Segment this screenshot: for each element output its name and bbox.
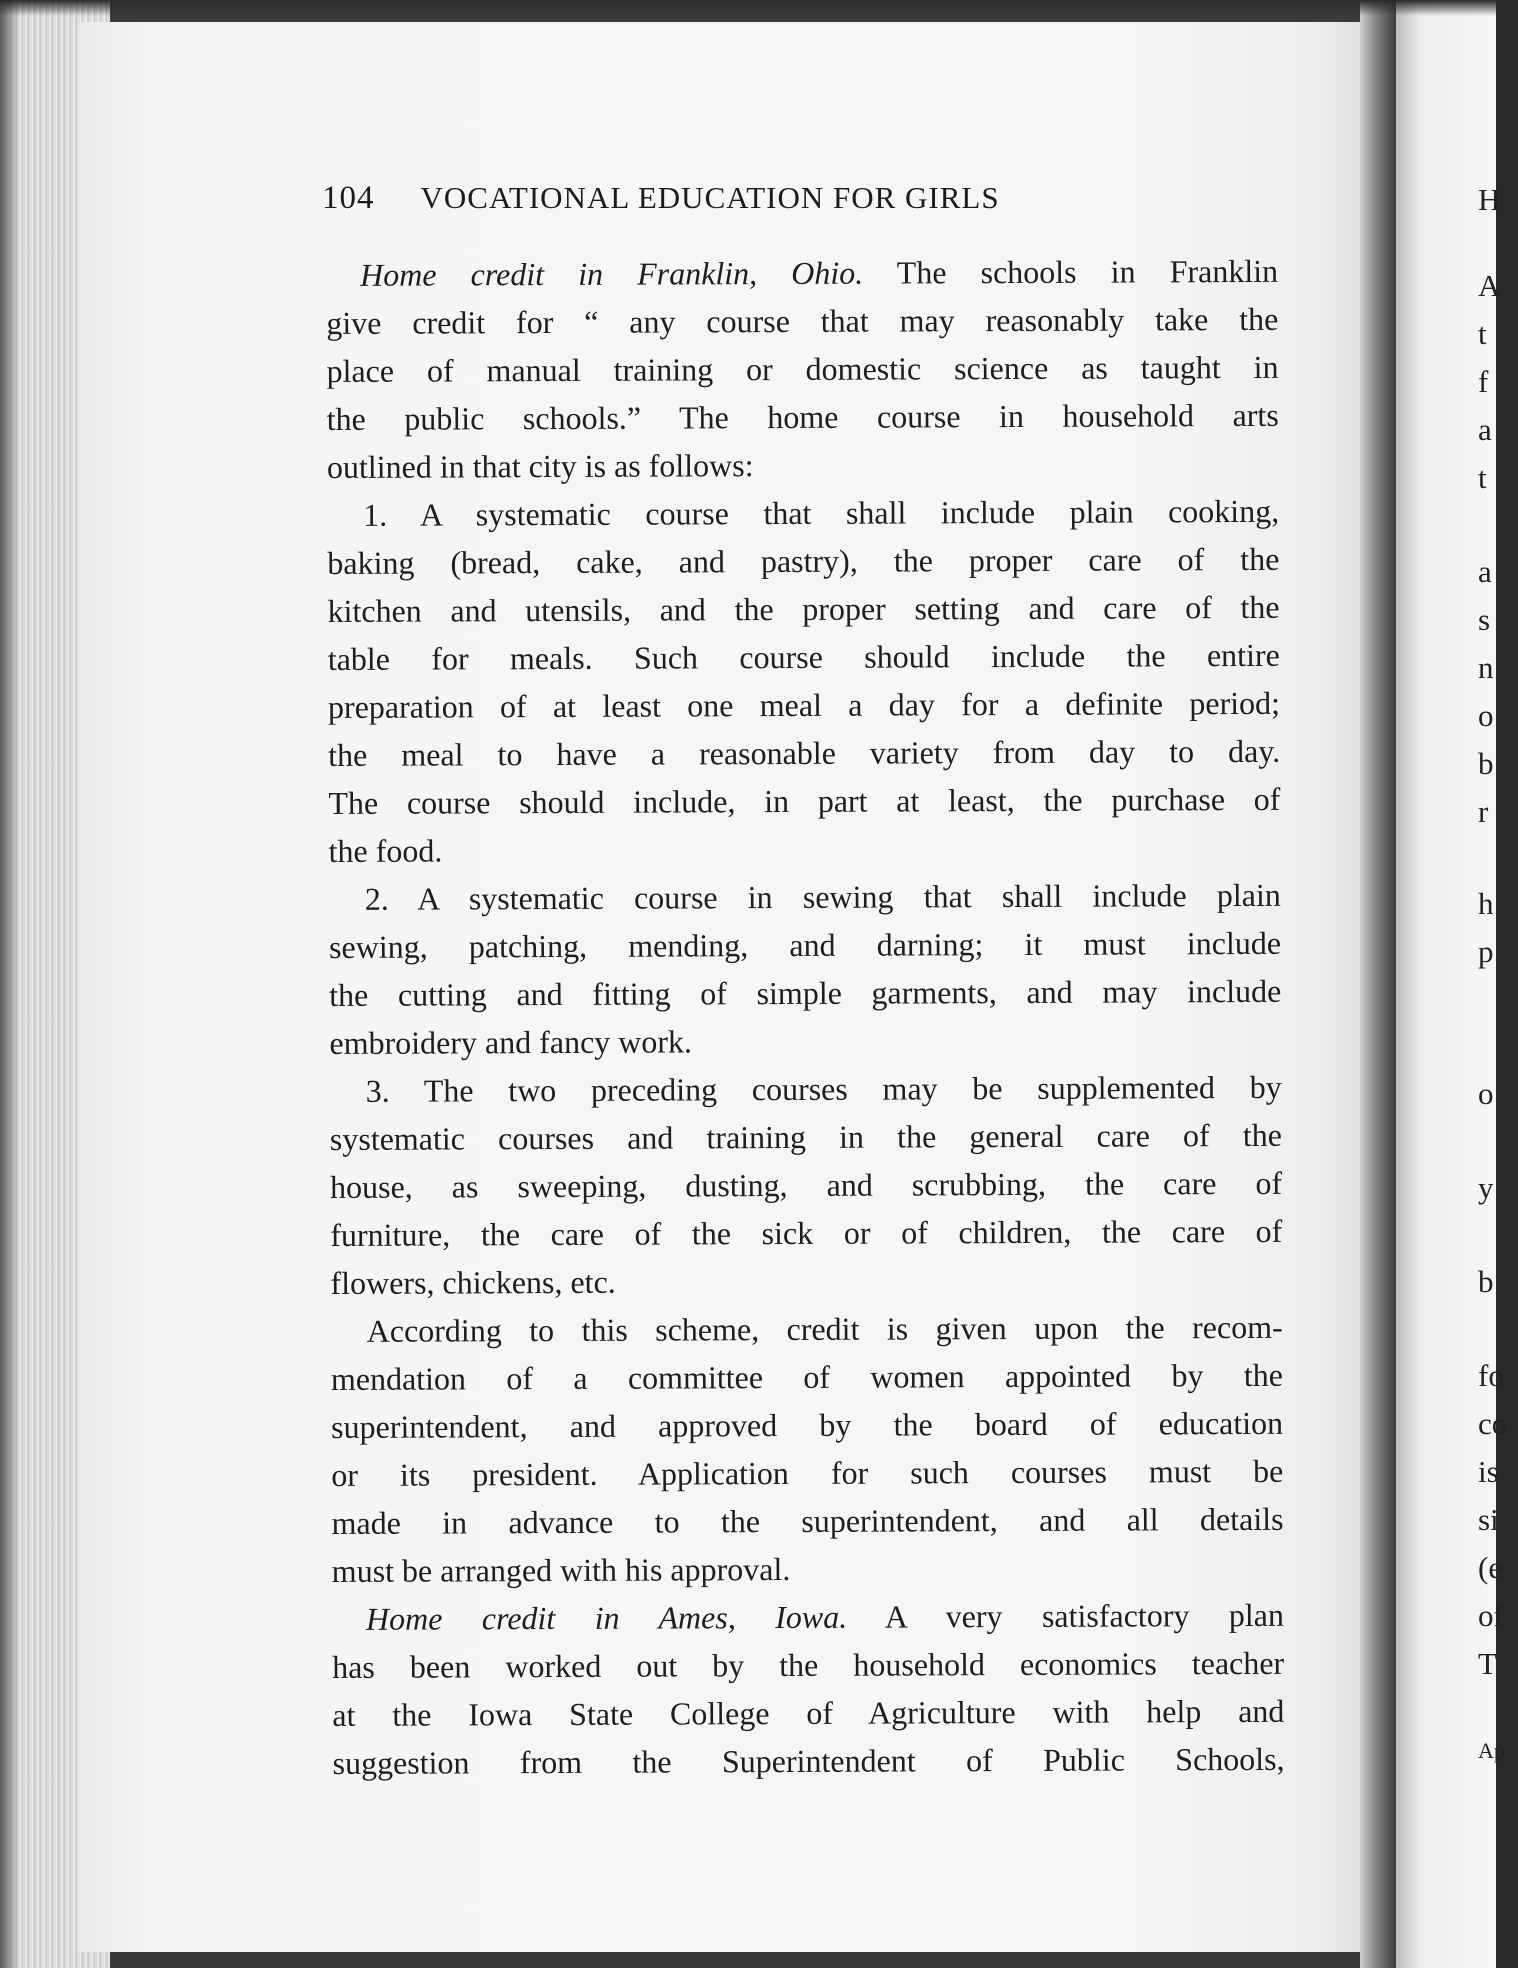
facing-fragment: y	[1478, 1170, 1494, 1205]
top-shadow	[0, 0, 1496, 16]
text-line: Home credit in Franklin, Ohio. The schools in Franklin	[360, 252, 1279, 293]
text-line: the public schools.” The home course in household arts	[326, 396, 1279, 437]
facing-fragment: o	[1478, 1076, 1494, 1111]
facing-fragment: A	[1478, 268, 1501, 303]
facing-fragment: T	[1478, 1646, 1497, 1681]
text-line: has been worked out by the household economics teacher	[332, 1644, 1285, 1685]
text-line: superintendent, and approved by the board of education	[331, 1404, 1284, 1445]
facing-fragment: b	[1478, 1264, 1494, 1299]
page-edges-shadow	[0, 0, 20, 1968]
text-line: outlined in that city is as follows:	[326, 447, 754, 485]
text-line: kitchen and utensils, and the proper setting and care of the	[327, 588, 1280, 629]
facing-fragment: p	[1478, 934, 1494, 969]
running-header	[322, 180, 1322, 217]
text-line: made in advance to the superintendent, and all details	[331, 1500, 1284, 1541]
facing-fragment: h	[1478, 886, 1494, 921]
facing-fragment: co	[1478, 1406, 1508, 1441]
facing-fragment: s	[1478, 602, 1491, 637]
text-line: preparation of at least one meal a day for a definite period;	[327, 684, 1281, 725]
text-line: table for meals. Such course should include the entire	[327, 636, 1280, 677]
text-line: Home credit in Ames, Iowa. A very satisfactory plan	[365, 1596, 1285, 1637]
facing-fragment: b	[1478, 746, 1494, 781]
text-line: According to this scheme, credit is given upon the recom-	[366, 1308, 1283, 1349]
text-line: at the Iowa State College of Agriculture with help and	[332, 1692, 1285, 1733]
facing-fragment: t	[1478, 316, 1487, 351]
text-line: 2. A systematic course in sewing that shall include plain	[364, 876, 1281, 917]
facing-fragment: n	[1478, 650, 1494, 685]
text-line: house, as sweeping, dusting, and scrubbing, the care of	[330, 1164, 1283, 1205]
text-line: the cutting and fitting of simple garments, and may include	[329, 972, 1282, 1013]
text-line: mendation of a committee of women appointed by the	[330, 1356, 1283, 1397]
section-lead-franklin: Home credit in Franklin, Ohio.	[360, 254, 864, 293]
facing-fragment: a	[1478, 412, 1492, 447]
text-line: give credit for “ any course that may reasonably take the	[326, 300, 1279, 341]
book-gutter	[1360, 0, 1396, 1968]
text-line: 3. The two preceding courses may be supplemented by	[365, 1068, 1282, 1109]
page-number: 104	[322, 180, 375, 216]
text-line: furniture, the care of the sick or of children, the care of	[330, 1212, 1283, 1253]
facing-fragment: si	[1478, 1502, 1499, 1537]
facing-fragment: o	[1478, 698, 1494, 733]
text-line: embroidery and fancy work.	[329, 1023, 693, 1061]
facing-fragment: a	[1478, 554, 1492, 589]
facing-fragment: r	[1478, 794, 1489, 829]
facing-fragment: f	[1478, 364, 1489, 399]
text-line: baking (bread, cake, and pastry), the proper care of the	[327, 540, 1280, 581]
text-line: the food.	[328, 832, 443, 869]
text-line: must be arranged with his approval.	[331, 1550, 791, 1589]
text-line: the meal to have a reasonable variety from day to day.	[328, 732, 1281, 773]
text-line: suggestion from the Superintendent of Public Schools,	[332, 1740, 1285, 1781]
facing-fragment: (e	[1478, 1550, 1503, 1585]
facing-fragment: t	[1478, 460, 1487, 495]
page-body	[326, 247, 1285, 1787]
facing-fragment: Ap	[1478, 1738, 1505, 1763]
facing-fragment: is	[1478, 1454, 1499, 1489]
running-title: VOCATIONAL EDUCATION FOR GIRLS	[420, 180, 1000, 215]
facing-fragment: of	[1478, 1598, 1504, 1633]
text-line: flowers, chickens, etc.	[330, 1263, 616, 1301]
text-line: or its president. Application for such courses must be	[331, 1452, 1284, 1493]
facing-fragment: H	[1478, 182, 1501, 217]
text-line: systematic courses and training in the general care of the	[329, 1116, 1282, 1157]
facing-fragment: fo	[1478, 1358, 1504, 1393]
section-lead-ames: Home credit in Ames, Iowa.	[365, 1598, 848, 1637]
text-line: The course should include, in part at least, the purchase of	[328, 780, 1281, 821]
text-line: 1. A systematic course that shall include plain cooking,	[363, 492, 1280, 533]
text-line: place of manual training or domestic science as taught in	[326, 348, 1279, 389]
text-line: sewing, patching, mending, and darning; it must include	[328, 924, 1282, 965]
